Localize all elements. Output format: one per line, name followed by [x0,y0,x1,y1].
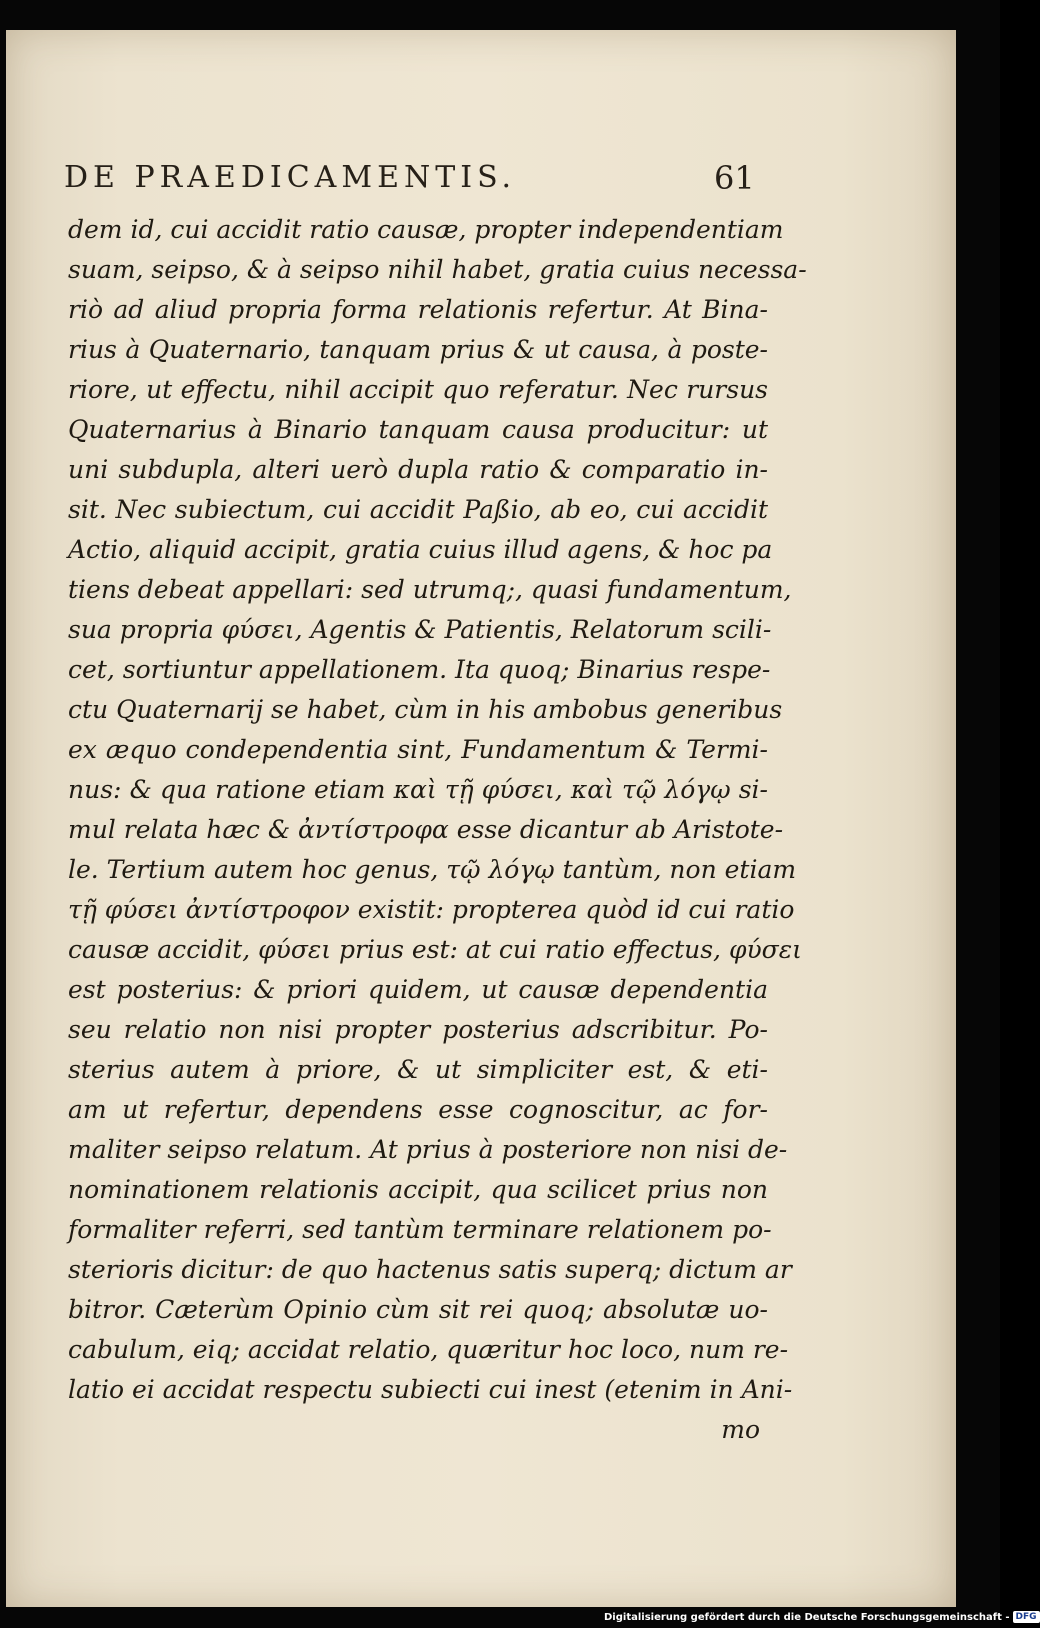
text-line: am ut refertur, dependens esse cognoscitur, ac for- [68,1095,768,1124]
text-line: nus: & qua ratione etiam καὶ τῇ φύσει, καὶ τῷ λόγῳ si- [68,775,768,804]
text-line: nominationem relationis accipit, qua scilicet prius non [68,1175,768,1204]
text-line: ex æquo condependentia sint, Fundamentum & Termi- [68,735,768,764]
body-text [68,210,807,1450]
catchword: mo [721,1415,760,1444]
text-line: le. Tertium autem hoc genus, τῷ λόγῳ tantùm, non etiam [68,855,797,884]
text-line: Actio, aliquid accipit, gratia cuius illud agens, & hoc pa [68,535,773,564]
book-page [6,30,956,1607]
text-line: cet, sortiuntur appellationem. Ita quoq; Binarius respe- [68,655,771,684]
text-line: est posterius: & priori quidem, ut causæ dependentia [68,975,768,1004]
text-line: rius à Quaternario, tanquam prius & ut causa, à poste- [68,335,768,364]
text-line: sterius autem à priore, & ut simpliciter est, & eti- [68,1055,768,1084]
page-number: 61 [714,159,755,197]
digitization-footer [604,1610,1037,1626]
text-line: riò ad aliud propria forma relationis refertur. At Bina- [68,295,768,324]
text-line: suam, seipso, & à seipso nihil habet, gratia cuius necessa- [68,255,807,284]
text-line: ctu Quaternarij se habet, cùm in his ambobus generibus [68,695,783,724]
dfg-logo: DFG [1013,1611,1040,1623]
text-line: latio ei accidat respectu subiecti cui inest (etenim in Ani- [68,1375,793,1404]
text-line: Quaternarius à Binario tanquam causa producitur: ut [68,415,768,444]
text-line: formaliter referri, sed tantùm terminare relationem po- [68,1215,772,1244]
text-line: sterioris dicitur: de quo hactenus satis superq; dictum ar [68,1255,792,1284]
text-line: uni subdupla, alteri uerò dupla ratio & comparatio in- [68,455,768,484]
text-line: sua propria φύσει, Agentis & Patientis, Relatorum scili- [68,615,772,644]
text-line: seu relatio non nisi propter posterius adscribitur. Po- [68,1015,768,1044]
text-line: causæ accidit, φύσει prius est: at cui ratio effectus, φύσει [68,935,802,964]
running-header: DE PRAEDICAMENTIS. [64,160,517,195]
text-line: sit. Nec subiectum, cui accidit Paßio, ab eo, cui accidit [68,495,768,524]
text-line: tiens debeat appellari: sed utrumq;, quasi fundamentum, [68,575,792,604]
text-line: mul relata hæc & ἀντίστροφα esse dicantur ab Aristote- [68,815,784,844]
text-line: maliter seipso relatum. At prius à posteriore non nisi de- [68,1135,788,1164]
text-line: riore, ut effectu, nihil accipit quo referatur. Nec rursus [68,375,768,404]
text-line: bitror. Cæterùm Opinio cùm sit rei quoq; absolutæ uo- [68,1295,768,1324]
text-line: dem id, cui accidit ratio causæ, propter independentiam [68,215,784,244]
text-line: τῇ φύσει ἀντίστροφον existit: propterea quòd id cui ratio [68,895,795,924]
text-line: cabulum, eiq; accidat relatio, quæritur hoc loco, num re- [68,1335,789,1364]
footer-credit: Digitalisierung gefördert durch die Deutsche Forschungsgemeinschaft - [604,1612,1010,1623]
